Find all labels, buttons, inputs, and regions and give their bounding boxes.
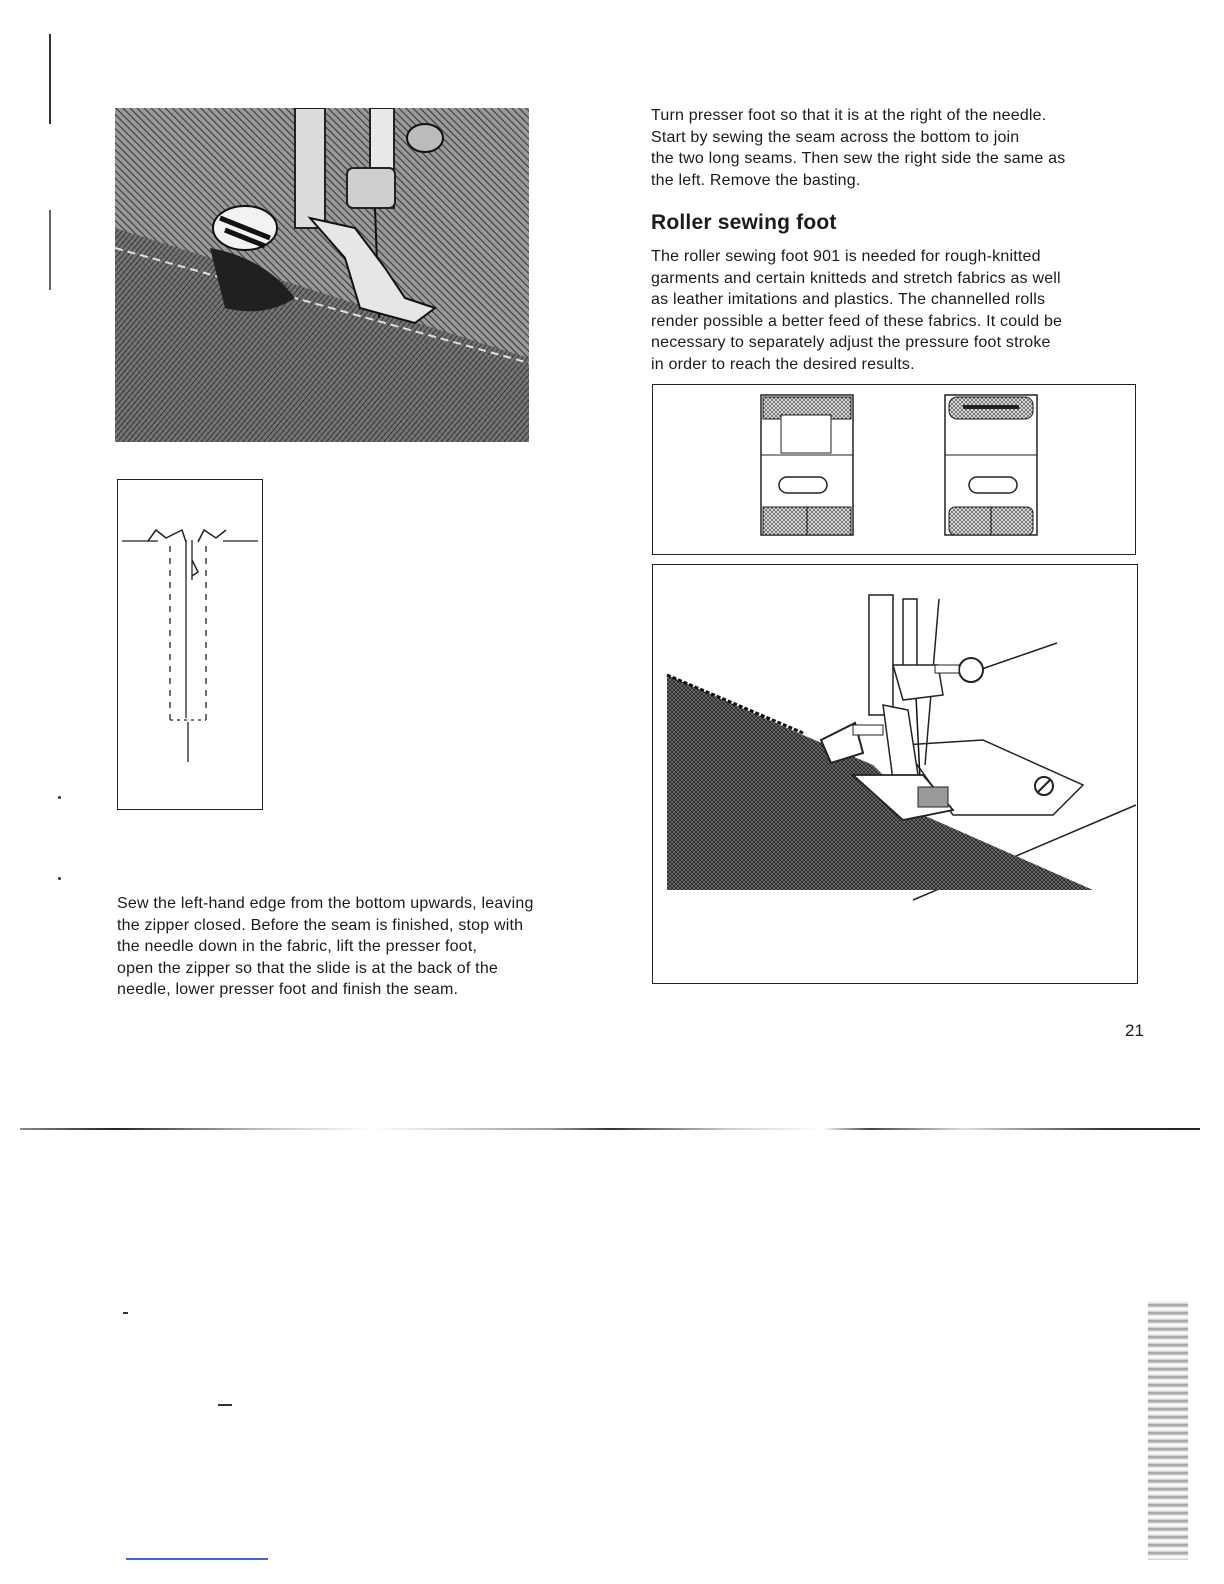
section-heading: Roller sewing foot (651, 211, 837, 234)
caption-line: needle, lower presser foot and finish the seam. (117, 981, 459, 998)
roller-foot-views-frame (652, 384, 1136, 555)
roller-foot-illustration (653, 565, 1136, 982)
scan-underline (126, 1558, 268, 1560)
caption-line: open the zipper so that the slide is at the back of the (117, 959, 499, 977)
intro-line: the left. Remove the basting. (651, 171, 861, 189)
caption-line: the needle down in the fabric, lift the presser foot, (117, 938, 478, 955)
page-number: 21 (1125, 1021, 1144, 1040)
scan-margin-line (49, 210, 51, 290)
scan-edge-artifact (1148, 1300, 1188, 1560)
caption-line: Sew the left-hand edge from the bottom upwards, leaving (117, 895, 534, 912)
intro-line: Start by sewing the seam across the bottom to join (651, 128, 1020, 146)
zipper-foot-photo (115, 108, 529, 442)
body-line: in order to reach the desired results. (651, 355, 915, 373)
roller-foot-bottom-view (945, 395, 1037, 535)
body-line: as leather imitations and plastics. The channelled rolls (651, 291, 1046, 308)
body-line: The roller sewing foot 901 is needed for rough-knitted (651, 248, 1041, 265)
zipper-diagram (118, 480, 261, 808)
scan-margin-line (49, 34, 51, 124)
intro-paragraph (651, 105, 1151, 191)
scan-speck (58, 877, 61, 880)
roller-foot-illustration-frame (652, 564, 1138, 984)
zipper-diagram-frame (117, 479, 263, 810)
zipper-caption (117, 893, 607, 1001)
roller-foot-top-view (761, 395, 853, 535)
body-line: garments and certain knitteds and stretch fabrics as well (651, 269, 1061, 287)
scan-speck (123, 1312, 128, 1314)
scan-speck (218, 1404, 232, 1406)
roller-foot-paragraph (651, 246, 1151, 375)
scan-speck (58, 796, 61, 799)
scan-edge-line (20, 1128, 1200, 1130)
caption-line: the zipper closed. Before the seam is finished, stop with (117, 916, 524, 934)
intro-line: Turn presser foot so that it is at the right of the needle. (651, 107, 1047, 124)
roller-foot-views (653, 385, 1134, 553)
body-line: necessary to separately adjust the pressure foot stroke (651, 334, 1051, 351)
intro-line: the two long seams. Then sew the right side the same as (651, 150, 1066, 167)
body-line: render possible a better feed of these fabrics. It could be (651, 312, 1063, 330)
